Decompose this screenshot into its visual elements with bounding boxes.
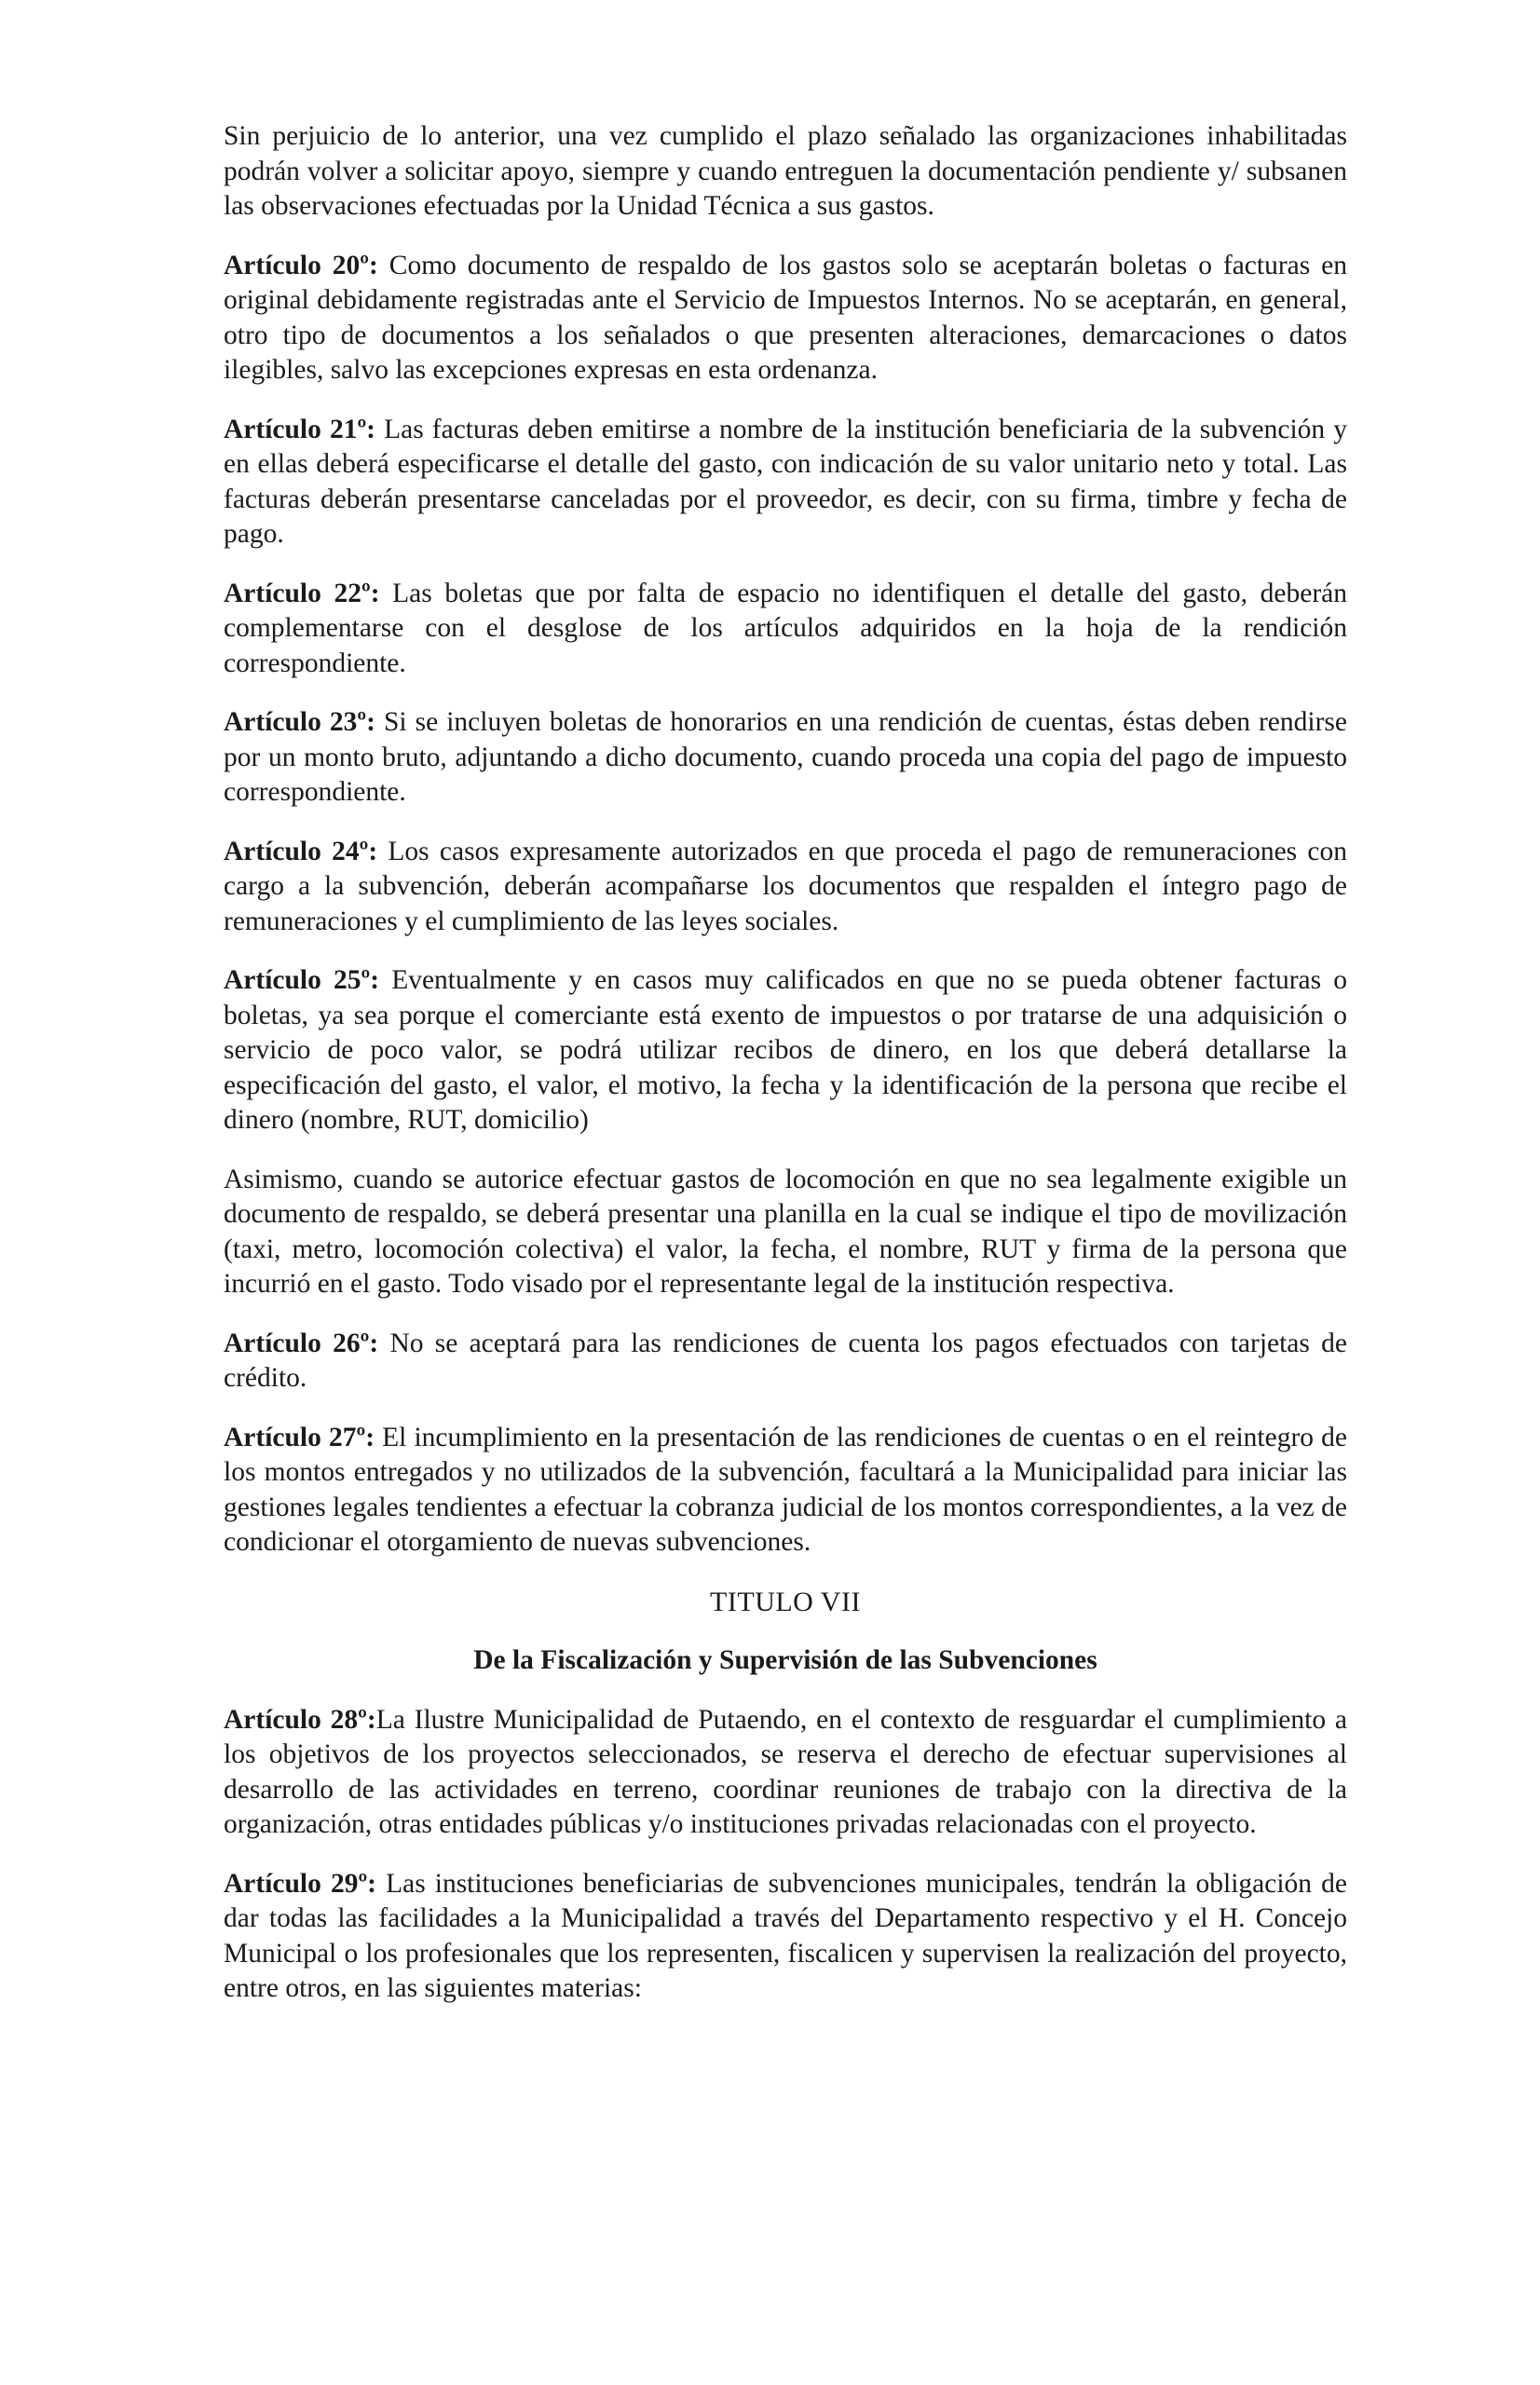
article-text: Los casos expresamente autorizados en que proceda el pago de remuneraciones con cargo a la subvención, deberán acompañarse los documentos que respalden el íntegro pago de remuneraciones y el cumplimiento de las leyes sociales.	[224, 836, 1347, 936]
article-28	[224, 1703, 1347, 1843]
article-label: Artículo 26º:	[224, 1328, 379, 1358]
asimismo-paragraph	[224, 1163, 1347, 1302]
article-21	[224, 413, 1347, 552]
article-label: Artículo 28º:	[224, 1704, 376, 1735]
intro-paragraph	[224, 119, 1347, 225]
article-29	[224, 1867, 1347, 2007]
article-text: Eventualmente y en casos muy calificados en que no se pueda obtener facturas o boletas, ya sea porque el comerciante está exento de impuestos o por tratarse de una adquisición o servicio de poco valor, se podrá utilizar recibos de dinero, en los que deberá detallarse la especificación del gasto, el valor, el motivo, la fecha y la identificación de la persona que recibe el dinero (nombre, RUT, domicilio)	[224, 965, 1347, 1135]
article-text: Si se incluyen boletas de honorarios en una rendición de cuentas, éstas deben rendirse por un monto bruto, adjuntando a dicho documento, cuando proceda una copia del pago de impuesto correspondiente.	[224, 707, 1347, 807]
article-24	[224, 835, 1347, 940]
article-label: Artículo 24º:	[224, 836, 378, 866]
section-subtitle: De la Fiscalización y Supervisión de las Subvenciones	[473, 1645, 1097, 1675]
article-label: Artículo 23º:	[224, 707, 375, 737]
article-label: Artículo 22º:	[224, 578, 380, 608]
article-text: Las instituciones beneficiarias de subvenciones municipales, tendrán la obligación de dar todas las facilidades a la Municipalidad a través del Departamento respectivo y el H. Concejo Municipal o los profesionales que los representen, fiscalicen y supervisen la realización del proyecto, entre otros, en las siguientes materias:	[224, 1868, 1347, 2003]
intro-text: Sin perjuicio de lo anterior, una vez cumplido el plazo señalado las organizaciones inhabilitadas podrán volver a solicitar apoyo, siempre y cuando entreguen la documentación pendiente y/ subsanen las observaciones efectuadas por la Unidad Técnica a sus gastos.	[224, 121, 1347, 221]
article-label: Artículo 20º:	[224, 250, 378, 280]
article-26	[224, 1327, 1347, 1397]
article-text: No se aceptará para las rendiciones de cuenta los pagos efectuados con tarjetas de crédito.	[224, 1328, 1347, 1393]
article-20	[224, 249, 1347, 388]
article-23	[224, 705, 1347, 811]
article-label: Artículo 29º:	[224, 1868, 376, 1899]
article-text: El incumplimiento en la presentación de las rendiciones de cuentas o en el reintegro de los montos entregados y no utilizados de la subvención, facultará a la Municipalidad para iniciar las gestiones legales tendientes a efectuar la cobranza judicial de los montos correspondientes, a la vez de condicionar el otorgamiento de nuevas subvenciones.	[224, 1422, 1347, 1557]
article-text: Las boletas que por falta de espacio no identifiquen el detalle del gasto, deberán complementarse con el desglose de los artículos adquiridos en la hoja de la rendición correspondiente.	[224, 578, 1347, 678]
section-title: TITULO VII	[710, 1586, 861, 1617]
article-label: Artículo 27º:	[224, 1422, 375, 1452]
article-text: La Ilustre Municipalidad de Putaendo, en el contexto de resguardar el cumplimiento a los objetivos de los proyectos seleccionados, se reserva el derecho de efectuar supervisiones al desarrollo de las actividades en terreno, coordinar reuniones de trabajo con la directiva de la organización, otras entidades públicas y/o instituciones privadas relacionadas con el proyecto.	[224, 1704, 1347, 1839]
asimismo-text: Asimismo, cuando se autorice efectuar gastos de locomoción en que no sea legalmente exigible un documento de respaldo, se deberá presentar una planilla en la cual se indique el tipo de movilización (taxi, metro, locomoción colectiva) el valor, la fecha, el nombre, RUT y firma de la persona que incurrió en el gasto. Todo visado por el representante legal de la institución respectiva.	[224, 1164, 1347, 1299]
article-text: Como documento de respaldo de los gastos solo se aceptarán boletas o facturas en original debidamente registradas ante el Servicio de Impuestos Internos. No se aceptarán, en general, otro tipo de documentos a los señalados o que presenten alteraciones, demarcaciones o datos ilegibles, salvo las excepciones expresas en esta ordenanza.	[224, 250, 1347, 385]
document-page	[224, 119, 1347, 2031]
article-22	[224, 577, 1347, 682]
article-label: Artículo 21º:	[224, 414, 376, 444]
article-27	[224, 1421, 1347, 1560]
article-25	[224, 963, 1347, 1138]
article-label: Artículo 25º:	[224, 965, 380, 995]
article-text: Las facturas deben emitirse a nombre de la institución beneficiaria de la subvención y en ellas deberá especificarse el detalle del gasto, con indicación de su valor unitario neto y total. Las facturas deberán presentarse canceladas por el proveedor, es decir, con su firma, timbre y fecha de pago.	[224, 414, 1347, 549]
